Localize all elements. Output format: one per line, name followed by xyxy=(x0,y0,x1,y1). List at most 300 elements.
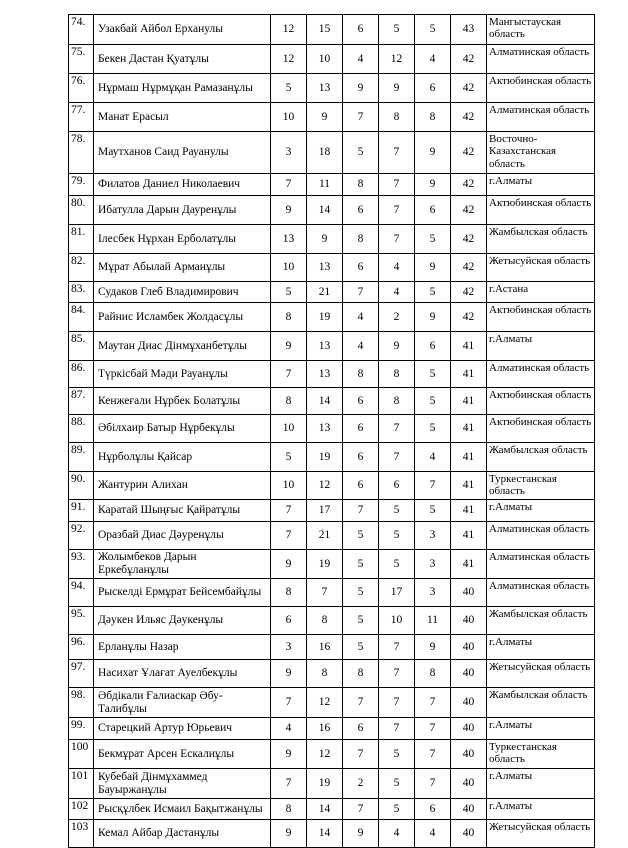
total-score: 41 xyxy=(451,332,487,361)
score-4: 5 xyxy=(379,769,415,799)
table-row xyxy=(69,769,595,799)
score-1: 9 xyxy=(271,820,307,848)
score-2: 17 xyxy=(307,500,343,522)
score-2: 9 xyxy=(307,103,343,132)
score-5: 7 xyxy=(415,472,451,500)
score-3: 5 xyxy=(343,607,379,635)
row-number: 81. xyxy=(69,225,94,254)
score-2: 18 xyxy=(307,132,343,174)
total-score: 43 xyxy=(451,15,487,45)
score-5: 8 xyxy=(415,103,451,132)
score-3: 2 xyxy=(343,769,379,799)
score-3: 6 xyxy=(343,196,379,225)
table-row xyxy=(69,443,595,472)
table-row xyxy=(69,522,595,550)
score-3: 7 xyxy=(343,799,379,820)
region: г.Алматы xyxy=(487,500,595,522)
score-2: 7 xyxy=(307,579,343,607)
score-4: 17 xyxy=(379,579,415,607)
score-1: 10 xyxy=(271,103,307,132)
score-2: 13 xyxy=(307,74,343,103)
table-row xyxy=(69,688,595,718)
participant-name: Манат Ерасыл xyxy=(94,103,271,132)
score-4: 4 xyxy=(379,254,415,282)
score-4: 7 xyxy=(379,718,415,740)
score-3: 5 xyxy=(343,132,379,174)
results-document xyxy=(68,14,595,848)
score-3: 7 xyxy=(343,103,379,132)
total-score: 42 xyxy=(451,45,487,74)
row-number: 101 xyxy=(69,769,94,799)
score-5: 9 xyxy=(415,303,451,332)
score-5: 3 xyxy=(415,522,451,550)
participant-name: Кемал Айбар Дастанұлы xyxy=(94,820,271,848)
score-1: 9 xyxy=(271,550,307,579)
score-4: 8 xyxy=(379,361,415,388)
participant-name: Насихат Ұлағат Ауелбекұлы xyxy=(94,660,271,688)
participant-name: Ілесбек Нұрхан Ерболатұлы xyxy=(94,225,271,254)
total-score: 41 xyxy=(451,500,487,522)
row-number: 94. xyxy=(69,579,94,607)
score-2: 19 xyxy=(307,550,343,579)
region: Алматинская область xyxy=(487,45,595,74)
participant-name: Филатов Даниел Николаевич xyxy=(94,174,271,196)
score-1: 7 xyxy=(271,688,307,718)
score-1: 5 xyxy=(271,443,307,472)
score-1: 7 xyxy=(271,361,307,388)
row-number: 102 xyxy=(69,799,94,820)
score-3: 8 xyxy=(343,225,379,254)
table-row xyxy=(69,740,595,769)
score-2: 21 xyxy=(307,282,343,303)
participant-name: Жолымбеков Дарын Еркебұланұлы xyxy=(94,550,271,579)
row-number: 90. xyxy=(69,472,94,500)
score-1: 3 xyxy=(271,132,307,174)
score-4: 7 xyxy=(379,132,415,174)
score-5: 7 xyxy=(415,718,451,740)
table-row xyxy=(69,718,595,740)
score-4: 7 xyxy=(379,174,415,196)
score-4: 6 xyxy=(379,472,415,500)
table-row xyxy=(69,635,595,660)
score-4: 5 xyxy=(379,500,415,522)
score-4: 2 xyxy=(379,303,415,332)
total-score: 41 xyxy=(451,443,487,472)
score-1: 8 xyxy=(271,579,307,607)
row-number: 78. xyxy=(69,132,94,174)
participant-name: Нұрболұлы Қайсар xyxy=(94,443,271,472)
score-3: 7 xyxy=(343,688,379,718)
score-2: 19 xyxy=(307,443,343,472)
score-1: 5 xyxy=(271,74,307,103)
score-2: 13 xyxy=(307,332,343,361)
total-score: 40 xyxy=(451,579,487,607)
score-1: 12 xyxy=(271,45,307,74)
region: Жамбылская область xyxy=(487,607,595,635)
table-row xyxy=(69,660,595,688)
score-1: 8 xyxy=(271,799,307,820)
score-5: 9 xyxy=(415,635,451,660)
total-score: 40 xyxy=(451,769,487,799)
total-score: 42 xyxy=(451,74,487,103)
total-score: 40 xyxy=(451,740,487,769)
row-number: 75. xyxy=(69,45,94,74)
region: Актюбинская область xyxy=(487,74,595,103)
table-row xyxy=(69,550,595,579)
score-1: 10 xyxy=(271,472,307,500)
score-1: 7 xyxy=(271,522,307,550)
region: г.Алматы xyxy=(487,174,595,196)
score-4: 7 xyxy=(379,415,415,443)
score-4: 5 xyxy=(379,522,415,550)
score-5: 6 xyxy=(415,74,451,103)
region: Актюбинская область xyxy=(487,415,595,443)
participant-name: Рысқұлбек Исмаил Бақытжанұлы xyxy=(94,799,271,820)
participant-name: Нұрмаш Нұрмұқан Рамазанұлы xyxy=(94,74,271,103)
table-row xyxy=(69,103,595,132)
region: г.Астана xyxy=(487,282,595,303)
score-5: 5 xyxy=(415,15,451,45)
region: Туркестанская область xyxy=(487,472,595,500)
region: г.Алматы xyxy=(487,718,595,740)
score-3: 4 xyxy=(343,303,379,332)
region: Актюбинская область xyxy=(487,388,595,415)
participant-name: Жантурин Алихан xyxy=(94,472,271,500)
score-1: 7 xyxy=(271,769,307,799)
participant-name: Әбілхаир Батыр Нұрбекұлы xyxy=(94,415,271,443)
score-2: 19 xyxy=(307,303,343,332)
score-5: 4 xyxy=(415,45,451,74)
score-1: 8 xyxy=(271,303,307,332)
participant-name: Узакбай Айбол Ерханулы xyxy=(94,15,271,45)
region: Жамбылская область xyxy=(487,225,595,254)
score-2: 9 xyxy=(307,225,343,254)
score-2: 12 xyxy=(307,472,343,500)
table-row xyxy=(69,361,595,388)
score-3: 9 xyxy=(343,74,379,103)
table-row xyxy=(69,799,595,820)
table-row xyxy=(69,282,595,303)
score-4: 7 xyxy=(379,688,415,718)
score-4: 7 xyxy=(379,443,415,472)
total-score: 40 xyxy=(451,635,487,660)
region: Мангыстауская область xyxy=(487,15,595,45)
participant-name: Старецкий Артур Юрьевич xyxy=(94,718,271,740)
row-number: 92. xyxy=(69,522,94,550)
score-5: 6 xyxy=(415,332,451,361)
table-row xyxy=(69,820,595,848)
score-5: 7 xyxy=(415,769,451,799)
row-number: 89. xyxy=(69,443,94,472)
row-number: 85. xyxy=(69,332,94,361)
score-4: 5 xyxy=(379,740,415,769)
table-row xyxy=(69,415,595,443)
score-3: 7 xyxy=(343,500,379,522)
row-number: 83. xyxy=(69,282,94,303)
table-row xyxy=(69,607,595,635)
row-number: 100 xyxy=(69,740,94,769)
total-score: 42 xyxy=(451,174,487,196)
score-5: 5 xyxy=(415,415,451,443)
score-1: 9 xyxy=(271,196,307,225)
score-4: 7 xyxy=(379,196,415,225)
score-2: 13 xyxy=(307,254,343,282)
participant-name: Ерланұлы Назар xyxy=(94,635,271,660)
score-2: 16 xyxy=(307,718,343,740)
score-1: 8 xyxy=(271,388,307,415)
score-4: 8 xyxy=(379,103,415,132)
score-2: 14 xyxy=(307,196,343,225)
score-1: 9 xyxy=(271,332,307,361)
score-1: 9 xyxy=(271,660,307,688)
score-3: 8 xyxy=(343,174,379,196)
score-5: 11 xyxy=(415,607,451,635)
total-score: 42 xyxy=(451,103,487,132)
row-number: 95. xyxy=(69,607,94,635)
score-3: 6 xyxy=(343,388,379,415)
score-2: 11 xyxy=(307,174,343,196)
total-score: 42 xyxy=(451,196,487,225)
score-3: 6 xyxy=(343,415,379,443)
row-number: 82. xyxy=(69,254,94,282)
score-2: 8 xyxy=(307,607,343,635)
score-3: 5 xyxy=(343,550,379,579)
table-body xyxy=(69,15,595,848)
score-3: 9 xyxy=(343,820,379,848)
results-table xyxy=(68,14,595,848)
score-2: 12 xyxy=(307,688,343,718)
table-row xyxy=(69,303,595,332)
total-score: 40 xyxy=(451,718,487,740)
score-1: 13 xyxy=(271,225,307,254)
score-1: 10 xyxy=(271,415,307,443)
table-row xyxy=(69,579,595,607)
score-3: 4 xyxy=(343,332,379,361)
participant-name: Бекен Дастан Қуатұлы xyxy=(94,45,271,74)
score-5: 4 xyxy=(415,443,451,472)
table-row xyxy=(69,225,595,254)
row-number: 91. xyxy=(69,500,94,522)
score-3: 4 xyxy=(343,45,379,74)
score-1: 4 xyxy=(271,718,307,740)
total-score: 41 xyxy=(451,550,487,579)
score-2: 21 xyxy=(307,522,343,550)
total-score: 40 xyxy=(451,688,487,718)
region: Алматинская область xyxy=(487,550,595,579)
score-3: 5 xyxy=(343,635,379,660)
row-number: 76. xyxy=(69,74,94,103)
table-row xyxy=(69,15,595,45)
score-3: 7 xyxy=(343,282,379,303)
score-5: 5 xyxy=(415,361,451,388)
score-5: 5 xyxy=(415,500,451,522)
total-score: 42 xyxy=(451,282,487,303)
participant-name: Ибатулла Дарын Дауренұлы xyxy=(94,196,271,225)
score-2: 14 xyxy=(307,820,343,848)
score-5: 5 xyxy=(415,225,451,254)
score-1: 5 xyxy=(271,282,307,303)
participant-name: Каратай Шыңғыс Қайратұлы xyxy=(94,500,271,522)
score-2: 14 xyxy=(307,388,343,415)
score-5: 8 xyxy=(415,660,451,688)
table-row xyxy=(69,132,595,174)
participant-name: Оразбай Диас Дәуренұлы xyxy=(94,522,271,550)
score-3: 6 xyxy=(343,472,379,500)
score-5: 3 xyxy=(415,579,451,607)
score-2: 19 xyxy=(307,769,343,799)
table-row xyxy=(69,332,595,361)
score-1: 7 xyxy=(271,174,307,196)
total-score: 42 xyxy=(451,225,487,254)
total-score: 40 xyxy=(451,607,487,635)
participant-name: Рыскелді Ермұрат Бейсембайұлы xyxy=(94,579,271,607)
region: Алматинская область xyxy=(487,103,595,132)
table-row xyxy=(69,45,595,74)
region: Алматинская область xyxy=(487,522,595,550)
row-number: 87. xyxy=(69,388,94,415)
total-score: 42 xyxy=(451,132,487,174)
region: Жетысуйская область xyxy=(487,660,595,688)
table-row xyxy=(69,472,595,500)
region: г.Алматы xyxy=(487,635,595,660)
row-number: 84. xyxy=(69,303,94,332)
score-5: 7 xyxy=(415,740,451,769)
region: г.Алматы xyxy=(487,769,595,799)
score-5: 5 xyxy=(415,282,451,303)
score-4: 5 xyxy=(379,550,415,579)
score-2: 16 xyxy=(307,635,343,660)
participant-name: Бекмұрат Арсен Ескалиұлы xyxy=(94,740,271,769)
participant-name: Мұрат Абылай Арманұлы xyxy=(94,254,271,282)
participant-name: Кенжеғали Нұрбек Болатұлы xyxy=(94,388,271,415)
score-4: 10 xyxy=(379,607,415,635)
total-score: 40 xyxy=(451,820,487,848)
score-4: 7 xyxy=(379,635,415,660)
table-row xyxy=(69,174,595,196)
participant-name: Маутханов Саид Рауанулы xyxy=(94,132,271,174)
score-2: 14 xyxy=(307,799,343,820)
score-3: 8 xyxy=(343,660,379,688)
row-number: 97. xyxy=(69,660,94,688)
score-1: 7 xyxy=(271,500,307,522)
score-4: 4 xyxy=(379,282,415,303)
score-3: 8 xyxy=(343,361,379,388)
score-4: 7 xyxy=(379,660,415,688)
region: Алматинская область xyxy=(487,579,595,607)
total-score: 41 xyxy=(451,522,487,550)
score-2: 8 xyxy=(307,660,343,688)
row-number: 86. xyxy=(69,361,94,388)
score-5: 9 xyxy=(415,132,451,174)
participant-name: Түркісбай Мәди Рауанұлы xyxy=(94,361,271,388)
score-4: 5 xyxy=(379,799,415,820)
score-2: 12 xyxy=(307,740,343,769)
score-4: 9 xyxy=(379,332,415,361)
row-number: 74. xyxy=(69,15,94,45)
score-5: 6 xyxy=(415,196,451,225)
total-score: 42 xyxy=(451,254,487,282)
row-number: 96. xyxy=(69,635,94,660)
total-score: 41 xyxy=(451,472,487,500)
participant-name: Әбдікали Ғалиаскар Әбу-Талибұлы xyxy=(94,688,271,718)
score-2: 10 xyxy=(307,45,343,74)
region: Восточно-Казахстанская область xyxy=(487,132,595,174)
row-number: 103 xyxy=(69,820,94,848)
score-3: 5 xyxy=(343,522,379,550)
total-score: 41 xyxy=(451,361,487,388)
region: Алматинская область xyxy=(487,361,595,388)
table-row xyxy=(69,254,595,282)
participant-name: Маутан Диас Дінмұханбетұлы xyxy=(94,332,271,361)
score-5: 4 xyxy=(415,820,451,848)
score-4: 4 xyxy=(379,820,415,848)
score-2: 13 xyxy=(307,361,343,388)
score-4: 8 xyxy=(379,388,415,415)
score-5: 9 xyxy=(415,174,451,196)
total-score: 42 xyxy=(451,303,487,332)
row-number: 79. xyxy=(69,174,94,196)
row-number: 98. xyxy=(69,688,94,718)
score-5: 3 xyxy=(415,550,451,579)
score-1: 3 xyxy=(271,635,307,660)
row-number: 80. xyxy=(69,196,94,225)
score-3: 7 xyxy=(343,740,379,769)
score-1: 10 xyxy=(271,254,307,282)
score-3: 5 xyxy=(343,579,379,607)
region: Жамбылская область xyxy=(487,688,595,718)
score-3: 6 xyxy=(343,443,379,472)
total-score: 41 xyxy=(451,388,487,415)
region: Жетысуйская область xyxy=(487,820,595,848)
region: Жетысуйская область xyxy=(487,254,595,282)
total-score: 40 xyxy=(451,660,487,688)
row-number: 88. xyxy=(69,415,94,443)
score-4: 5 xyxy=(379,15,415,45)
row-number: 99. xyxy=(69,718,94,740)
region: Туркестанская область xyxy=(487,740,595,769)
score-1: 6 xyxy=(271,607,307,635)
score-5: 6 xyxy=(415,799,451,820)
score-2: 15 xyxy=(307,15,343,45)
table-row xyxy=(69,196,595,225)
score-4: 12 xyxy=(379,45,415,74)
participant-name: Кубебай Дінмұхаммед Бауыржанұлы xyxy=(94,769,271,799)
score-5: 7 xyxy=(415,688,451,718)
score-2: 13 xyxy=(307,415,343,443)
score-1: 12 xyxy=(271,15,307,45)
row-number: 93. xyxy=(69,550,94,579)
score-4: 7 xyxy=(379,225,415,254)
participant-name: Райнис Исламбек Жолдасұлы xyxy=(94,303,271,332)
participant-name: Дәукен Ильяс Дәукенұлы xyxy=(94,607,271,635)
table-row xyxy=(69,74,595,103)
total-score: 40 xyxy=(451,799,487,820)
table-row xyxy=(69,388,595,415)
row-number: 77. xyxy=(69,103,94,132)
participant-name: Судаков Глеб Владимирович xyxy=(94,282,271,303)
region: Актюбинская область xyxy=(487,303,595,332)
total-score: 41 xyxy=(451,415,487,443)
score-3: 6 xyxy=(343,254,379,282)
region: г.Алматы xyxy=(487,799,595,820)
score-5: 5 xyxy=(415,388,451,415)
score-3: 6 xyxy=(343,718,379,740)
score-5: 9 xyxy=(415,254,451,282)
region: Актюбинская область xyxy=(487,196,595,225)
score-3: 6 xyxy=(343,15,379,45)
region: Жамбылская область xyxy=(487,443,595,472)
score-1: 9 xyxy=(271,740,307,769)
